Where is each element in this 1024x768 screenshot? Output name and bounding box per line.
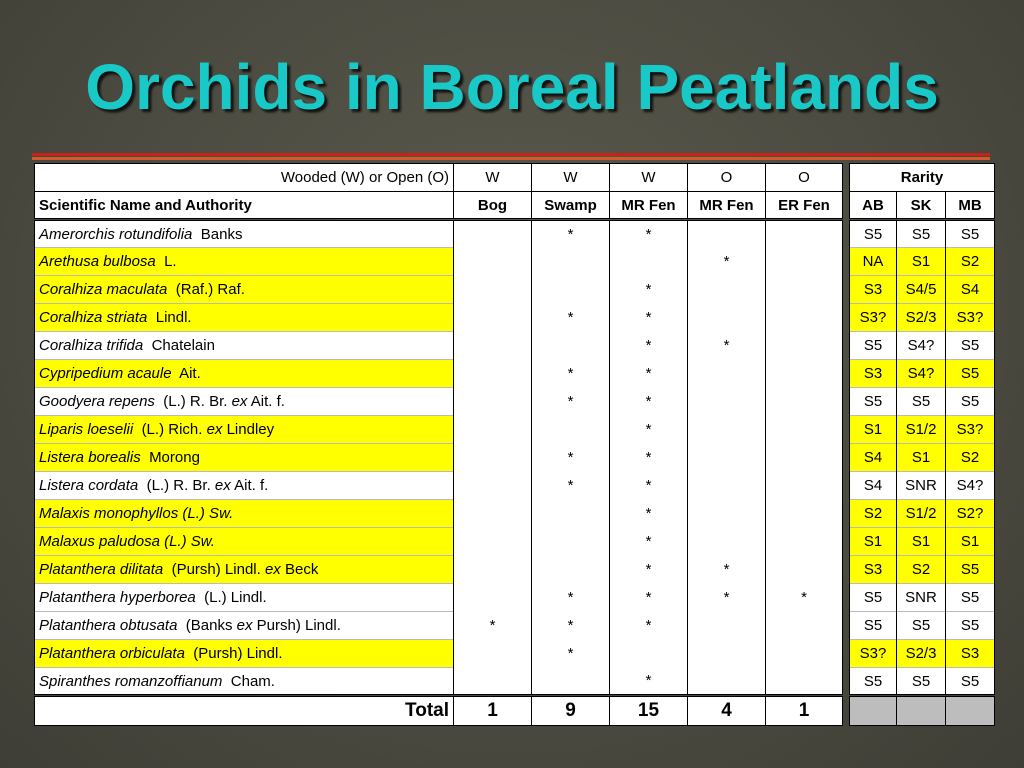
- species-row: [35, 444, 995, 472]
- rarity-cell: S1: [897, 444, 946, 472]
- rarity-cell: S1: [897, 248, 946, 276]
- species-name-cell: [35, 612, 454, 640]
- rarity-cell: S5: [850, 668, 897, 696]
- total-label: Total: [35, 696, 454, 726]
- occurrence-cell: [688, 668, 766, 696]
- species-row: [35, 640, 995, 668]
- occurrence-cell: [766, 220, 843, 248]
- species-name-cell: [35, 332, 454, 360]
- column-gap: [843, 612, 850, 640]
- occurrence-cell: *: [610, 472, 688, 500]
- species-name: Listera borealis: [39, 449, 141, 466]
- orchid-table: [34, 163, 995, 726]
- occurrence-cell: *: [532, 640, 610, 668]
- occurrence-cell: *: [532, 360, 610, 388]
- occurrence-cell: [766, 556, 843, 584]
- species-row: [35, 500, 995, 528]
- rarity-cell: S5: [850, 584, 897, 612]
- rarity-cell: S1/2: [897, 500, 946, 528]
- column-gap: [843, 556, 850, 584]
- occurrence-cell: *: [610, 528, 688, 556]
- species-name: Coralhiza striata: [39, 309, 148, 326]
- column-gap: [843, 416, 850, 444]
- column-gap: [843, 388, 850, 416]
- rarity-cell: S5: [946, 360, 995, 388]
- slide-title: Orchids in Boreal Peatlands: [85, 51, 939, 123]
- total-rarity-blank: [897, 696, 946, 726]
- occurrence-cell: [688, 472, 766, 500]
- occurrence-cell: [454, 360, 532, 388]
- rarity-cell: S2: [946, 444, 995, 472]
- column-gap: [843, 276, 850, 304]
- species-row: [35, 472, 995, 500]
- rarity-cell: S3: [850, 360, 897, 388]
- rarity-cell: S5: [946, 612, 995, 640]
- occurrence-cell: [766, 472, 843, 500]
- species-row: [35, 332, 995, 360]
- column-gap: [843, 444, 850, 472]
- occurrence-cell: *: [610, 556, 688, 584]
- occurrence-cell: *: [610, 416, 688, 444]
- occurrence-cell: *: [610, 332, 688, 360]
- occurrence-cell: [532, 528, 610, 556]
- total-rarity-blank: [946, 696, 995, 726]
- species-name-cell: [35, 584, 454, 612]
- rarity-cell: S4?: [897, 332, 946, 360]
- column-gap: [843, 248, 850, 276]
- title-divider-accent: [32, 157, 990, 160]
- rarity-cell: S3?: [946, 416, 995, 444]
- occurrence-cell: *: [610, 220, 688, 248]
- species-name: Goodyera repens: [39, 393, 155, 410]
- species-name: Malaxus paludosa (L.) Sw.: [39, 533, 215, 550]
- species-authority: Chatelain: [151, 337, 215, 354]
- rarity-cell: S3?: [850, 304, 897, 332]
- species-name: Platanthera hyperborea: [39, 589, 196, 606]
- column-gap: [843, 584, 850, 612]
- species-name: Malaxis monophyllos (L.) Sw.: [39, 505, 234, 522]
- occurrence-cell: [688, 220, 766, 248]
- occurrence-cell: *: [610, 388, 688, 416]
- rarity-cell: S5: [946, 584, 995, 612]
- rarity-cell: S4: [850, 444, 897, 472]
- species-name: Liparis loeselii: [39, 421, 134, 438]
- species-row: [35, 416, 995, 444]
- occurrence-cell: [454, 388, 532, 416]
- occurrence-cell: [766, 360, 843, 388]
- occurrence-cell: *: [532, 612, 610, 640]
- occurrence-cell: [454, 668, 532, 696]
- column-gap: [843, 668, 850, 696]
- occurrence-cell: *: [532, 472, 610, 500]
- column-gap: [843, 696, 850, 726]
- occurrence-cell: [454, 444, 532, 472]
- region-header: AB: [850, 192, 897, 220]
- rarity-cell: S5: [897, 668, 946, 696]
- occurrence-cell: [454, 500, 532, 528]
- column-gap: [843, 500, 850, 528]
- species-name-cell: [35, 360, 454, 388]
- species-name-cell: [35, 528, 454, 556]
- occurrence-cell: [454, 220, 532, 248]
- occurrence-cell: [766, 444, 843, 472]
- occurrence-cell: [454, 528, 532, 556]
- species-row: [35, 612, 995, 640]
- species-authority: (Banks ex Pursh) Lindl.: [185, 617, 341, 634]
- species-row: [35, 360, 995, 388]
- rarity-cell: S4: [850, 472, 897, 500]
- occurrence-cell: *: [532, 444, 610, 472]
- occurrence-cell: [532, 332, 610, 360]
- occurrence-cell: [766, 668, 843, 696]
- occurrence-cell: *: [610, 500, 688, 528]
- occurrence-cell: [766, 416, 843, 444]
- column-gap: [843, 640, 850, 668]
- species-authority: (Pursh) Lindl.: [193, 645, 283, 662]
- species-name: Spiranthes romanzoffianum: [39, 672, 223, 690]
- occurrence-cell: [454, 332, 532, 360]
- occurrence-cell: *: [610, 444, 688, 472]
- habitat-type-cell: W: [610, 164, 688, 192]
- name-column-header: Scientific Name and Authority: [35, 192, 454, 220]
- occurrence-cell: [766, 388, 843, 416]
- occurrence-cell: [766, 248, 843, 276]
- occurrence-cell: *: [610, 612, 688, 640]
- species-row: [35, 248, 995, 276]
- rarity-cell: S5: [850, 332, 897, 360]
- species-authority: (L.) R. Br. ex Ait. f.: [163, 393, 285, 410]
- occurrence-cell: [688, 416, 766, 444]
- rarity-cell: S4: [946, 276, 995, 304]
- occurrence-cell: [454, 248, 532, 276]
- rarity-cell: S1: [850, 528, 897, 556]
- species-authority: (L.) Lindl.: [204, 589, 267, 606]
- occurrence-cell: [688, 640, 766, 668]
- species-name: Cypripedium acaule: [39, 365, 172, 382]
- occurrence-cell: [610, 640, 688, 668]
- species-authority: (L.) R. Br. ex Ait. f.: [146, 477, 269, 494]
- occurrence-cell: [766, 640, 843, 668]
- occurrence-cell: *: [532, 388, 610, 416]
- header-row-columns: [35, 192, 995, 220]
- species-name-cell: [35, 444, 454, 472]
- occurrence-cell: [688, 444, 766, 472]
- rarity-cell: S1: [850, 416, 897, 444]
- rarity-cell: S1: [946, 528, 995, 556]
- occurrence-cell: [688, 388, 766, 416]
- rarity-cell: S4/5: [897, 276, 946, 304]
- occurrence-cell: *: [610, 276, 688, 304]
- total-rarity-blank: [850, 696, 897, 726]
- occurrence-cell: [688, 276, 766, 304]
- species-name: Platanthera obtusata: [39, 617, 178, 634]
- species-row: [35, 556, 995, 584]
- rarity-cell: S5: [946, 556, 995, 584]
- occurrence-cell: [454, 304, 532, 332]
- occurrence-cell: *: [688, 556, 766, 584]
- rarity-cell: S2/3: [897, 304, 946, 332]
- occurrence-cell: [454, 584, 532, 612]
- species-name-cell: [35, 248, 454, 276]
- occurrence-cell: *: [610, 360, 688, 388]
- species-name-cell: [35, 640, 454, 668]
- occurrence-cell: [532, 556, 610, 584]
- species-authority: L.: [164, 253, 177, 270]
- occurrence-cell: [454, 556, 532, 584]
- rarity-cell: S2/3: [897, 640, 946, 668]
- occurrence-cell: [688, 528, 766, 556]
- habitat-type-cell: O: [766, 164, 843, 192]
- occurrence-cell: [454, 276, 532, 304]
- species-name: Listera cordata: [39, 477, 139, 494]
- species-row: [35, 276, 995, 304]
- rarity-cell: S5: [897, 388, 946, 416]
- occurrence-cell: *: [610, 304, 688, 332]
- rarity-cell: S5: [946, 332, 995, 360]
- species-authority: Banks: [200, 225, 243, 243]
- habitat-header: MR Fen: [688, 192, 766, 220]
- occurrence-cell: [454, 640, 532, 668]
- column-gap: [843, 472, 850, 500]
- header-row-habitat-type: [35, 164, 995, 192]
- occurrence-cell: [766, 528, 843, 556]
- species-name: Amerorchis rotundifolia: [39, 225, 193, 243]
- species-name-cell: [35, 220, 454, 248]
- occurrence-cell: *: [688, 584, 766, 612]
- column-gap: [843, 528, 850, 556]
- rarity-cell: S3?: [946, 304, 995, 332]
- total-value: 9: [532, 696, 610, 726]
- occurrence-cell: *: [766, 584, 843, 612]
- column-gap: [843, 304, 850, 332]
- rarity-cell: S2: [850, 500, 897, 528]
- orchid-table-container: [34, 163, 989, 726]
- species-row: [35, 528, 995, 556]
- column-gap: [843, 360, 850, 388]
- occurrence-cell: [688, 612, 766, 640]
- occurrence-cell: [766, 276, 843, 304]
- species-name-cell: [35, 556, 454, 584]
- species-row: [35, 668, 995, 696]
- species-authority: (Pursh) Lindl. ex Beck: [171, 561, 319, 578]
- occurrence-cell: [532, 668, 610, 696]
- rarity-cell: NA: [850, 248, 897, 276]
- occurrence-cell: *: [532, 304, 610, 332]
- occurrence-cell: [688, 360, 766, 388]
- species-authority: (L.) Rich. ex Lindley: [141, 421, 275, 438]
- species-authority: Lindl.: [155, 309, 192, 326]
- rarity-cell: S1: [897, 528, 946, 556]
- total-row: [35, 696, 995, 726]
- species-authority: Ait.: [179, 365, 201, 382]
- occurrence-cell: [766, 332, 843, 360]
- rarity-cell: S3: [946, 640, 995, 668]
- rarity-cell: S5: [850, 388, 897, 416]
- species-name-cell: [35, 500, 454, 528]
- occurrence-cell: [532, 276, 610, 304]
- species-row: [35, 304, 995, 332]
- occurrence-cell: [766, 304, 843, 332]
- species-row: [35, 584, 995, 612]
- column-gap: [843, 220, 850, 248]
- rarity-cell: S5: [850, 220, 897, 248]
- habitat-type-cell: W: [454, 164, 532, 192]
- occurrence-cell: [454, 472, 532, 500]
- habitat-header: Bog: [454, 192, 532, 220]
- species-authority: (Raf.) Raf.: [175, 281, 245, 298]
- species-name: Arethusa bulbosa: [39, 253, 156, 270]
- rarity-cell: S2: [946, 248, 995, 276]
- occurrence-cell: *: [532, 220, 610, 248]
- rarity-cell: SNR: [897, 584, 946, 612]
- column-gap: [843, 164, 850, 192]
- occurrence-cell: [532, 500, 610, 528]
- rarity-header: Rarity: [850, 164, 995, 192]
- rarity-cell: S4?: [946, 472, 995, 500]
- species-name: Coralhiza maculata: [39, 281, 168, 298]
- habitat-header: Swamp: [532, 192, 610, 220]
- species-name: Coralhiza trifida: [39, 337, 144, 354]
- occurrence-cell: [454, 416, 532, 444]
- occurrence-cell: *: [688, 248, 766, 276]
- occurrence-cell: *: [610, 584, 688, 612]
- species-name: Platanthera dilitata: [39, 561, 164, 578]
- species-name-cell: [35, 276, 454, 304]
- total-value: 15: [610, 696, 688, 726]
- region-header: MB: [946, 192, 995, 220]
- habitat-header: ER Fen: [766, 192, 843, 220]
- title-divider: [32, 153, 990, 156]
- region-header: SK: [897, 192, 946, 220]
- occurrence-cell: [688, 304, 766, 332]
- column-gap: [843, 192, 850, 220]
- rarity-cell: S5: [946, 668, 995, 696]
- rarity-cell: S5: [946, 220, 995, 248]
- species-name-cell: [35, 416, 454, 444]
- habitat-type-cell: O: [688, 164, 766, 192]
- rarity-cell: S2?: [946, 500, 995, 528]
- total-value: 1: [454, 696, 532, 726]
- column-gap: [843, 332, 850, 360]
- occurrence-cell: [532, 416, 610, 444]
- habitat-header: MR Fen: [610, 192, 688, 220]
- species-row: [35, 220, 995, 248]
- species-name-cell: [35, 304, 454, 332]
- species-name-cell: [35, 388, 454, 416]
- rarity-cell: S2: [897, 556, 946, 584]
- species-name-cell: [35, 472, 454, 500]
- rarity-cell: S3: [850, 276, 897, 304]
- habitat-type-cell: W: [532, 164, 610, 192]
- species-name-cell: [35, 668, 454, 696]
- occurrence-cell: [610, 248, 688, 276]
- occurrence-cell: *: [688, 332, 766, 360]
- occurrence-cell: *: [454, 612, 532, 640]
- species-row: [35, 388, 995, 416]
- rarity-cell: S5: [897, 612, 946, 640]
- occurrence-cell: [532, 248, 610, 276]
- rarity-cell: S5: [850, 612, 897, 640]
- species-authority: Morong: [149, 449, 200, 466]
- rarity-cell: SNR: [897, 472, 946, 500]
- occurrence-cell: *: [610, 668, 688, 696]
- total-value: 1: [766, 696, 843, 726]
- species-authority: Cham.: [230, 672, 275, 690]
- occurrence-cell: [766, 612, 843, 640]
- occurrence-cell: [688, 500, 766, 528]
- rarity-cell: S4?: [897, 360, 946, 388]
- rarity-cell: S1/2: [897, 416, 946, 444]
- occurrence-cell: *: [532, 584, 610, 612]
- rarity-cell: S3: [850, 556, 897, 584]
- species-name: Platanthera orbiculata: [39, 645, 185, 662]
- total-value: 4: [688, 696, 766, 726]
- rarity-cell: S5: [897, 220, 946, 248]
- rarity-cell: S3?: [850, 640, 897, 668]
- occurrence-cell: [766, 500, 843, 528]
- wooded-open-label: Wooded (W) or Open (O): [35, 164, 454, 192]
- rarity-cell: S5: [946, 388, 995, 416]
